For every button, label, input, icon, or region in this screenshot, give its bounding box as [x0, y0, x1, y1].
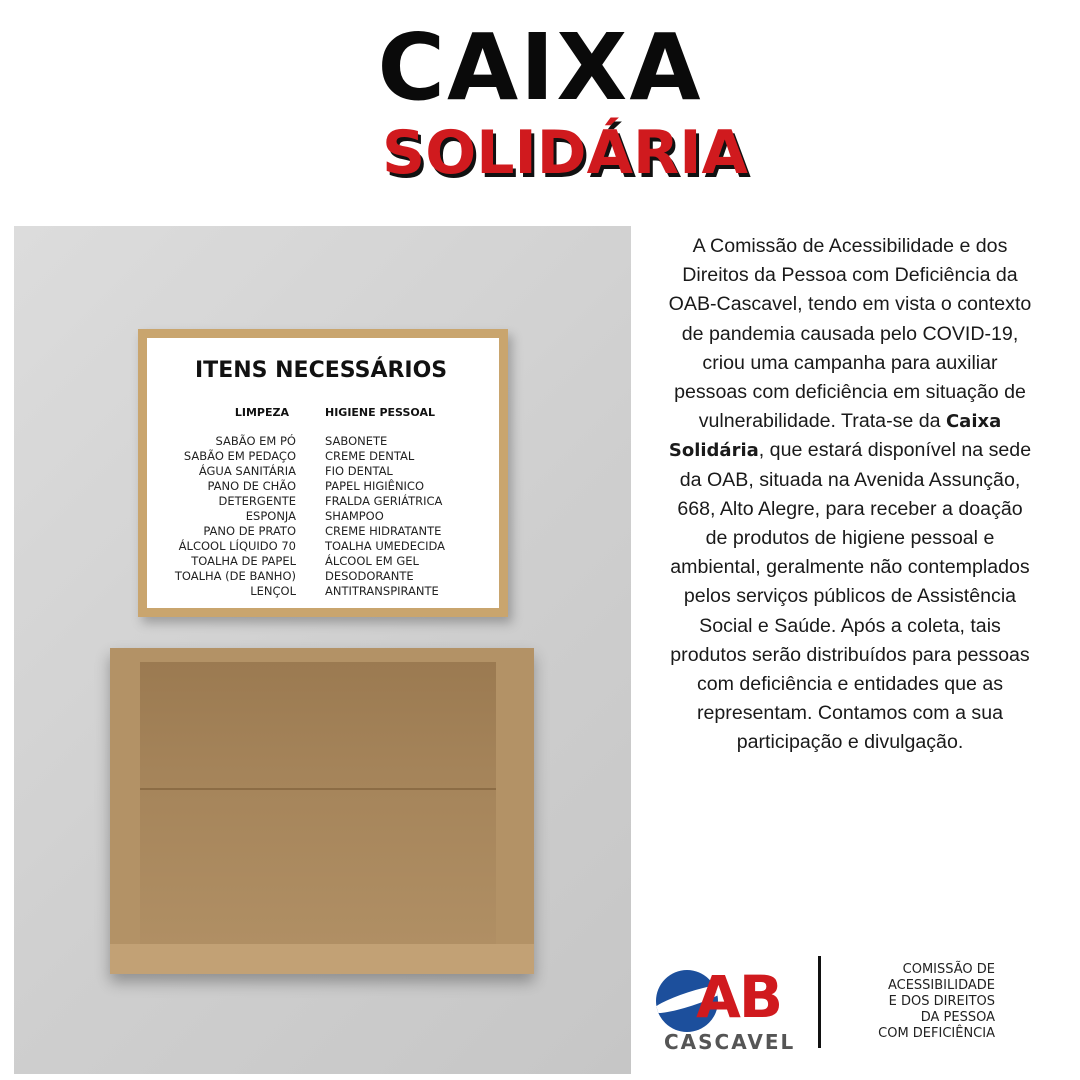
list-item: SABONETE	[325, 434, 388, 448]
items-card	[147, 338, 499, 608]
title-solidaria: SOLIDÁRIA	[382, 118, 748, 188]
list-item: TOALHA DE PAPEL	[191, 554, 296, 568]
list-item: DETERGENTE	[218, 494, 296, 508]
logo-city: CASCAVEL	[664, 1030, 796, 1054]
list-item: TOALHA UMEDECIDA	[325, 539, 445, 553]
list-item: PAPEL HIGIÊNICO	[325, 479, 425, 493]
column-header-limpeza: LIMPEZA	[234, 406, 289, 419]
list-item: LENÇOL	[250, 584, 296, 598]
column-header-higiene: HIGIENE PESSOAL	[325, 406, 435, 419]
list-item: ESPONJA	[245, 509, 296, 523]
list-item: ÁLCOOL LÍQUIDO 70	[178, 539, 296, 553]
open-cardboard-box	[110, 648, 534, 974]
box-front-edge	[110, 944, 534, 974]
commission-line: COM DEFICIÊNCIA	[878, 1026, 995, 1041]
commission-line: COMISSÃO DE	[902, 962, 995, 977]
list-item: CREME HIDRATANTE	[325, 524, 442, 538]
campaign-description	[665, 232, 1035, 758]
box-photo	[14, 226, 631, 1074]
oab-logo	[656, 962, 806, 1052]
box-lid	[138, 329, 508, 617]
list-item: FRALDA GERIÁTRICA	[325, 494, 443, 508]
list-item: ANTITRANSPIRANTE	[325, 584, 439, 598]
list-item: SABÃO EM PEDAÇO	[183, 449, 296, 463]
card-title: ITENS NECESSÁRIOS	[195, 358, 448, 383]
title-caixa: CAIXA	[377, 14, 703, 121]
list-item: SHAMPOO	[325, 509, 384, 523]
list-item: ÁGUA SANITÁRIA	[198, 464, 296, 478]
description-highlight: Caixa Solidária	[668, 411, 1002, 462]
description-part1: A Comissão de Acessibilidade e dos Direitos da Pessoa com Deficiência da OAB-Cascavel, tendo em vista o contexto de pandemia causada pelo COVID-19, criou uma campanha para auxiliar pessoas com deficiência em situação de vulnerabilidade. Trata-se da	[668, 235, 1032, 433]
commission-line: DA PESSOA	[920, 1010, 995, 1025]
description-part2: , que estará disponível na sede da OAB, situada na Avenida Assunção, 668, Alto Alegre, para receber a doação de produtos de higiene pessoal e ambiental, geralmente não contemplados pelos serviços públicos de Assistência Social e Saúde. Após a coleta, tais produtos serão distribuídos para pessoas com deficiência e entidades que as representam. Contamos com a sua participação e divulgação.	[670, 439, 1032, 754]
limpeza-list	[175, 434, 296, 599]
list-item: SABÃO EM PÓ	[215, 434, 296, 448]
list-item: PANO DE CHÃO	[207, 479, 296, 493]
list-item: ÁLCOOL EM GEL	[325, 554, 419, 568]
logo-divider	[818, 956, 821, 1048]
commission-line: E DOS DIREITOS	[888, 994, 995, 1009]
list-item: DESODORANTE	[325, 569, 414, 583]
logo-word: AB	[696, 963, 782, 1031]
list-item: PANO DE PRATO	[203, 524, 296, 538]
box-fold-line	[140, 788, 496, 790]
higiene-list	[325, 434, 445, 599]
list-item: FIO DENTAL	[325, 464, 393, 478]
box-interior	[140, 662, 496, 944]
commission-name	[840, 962, 995, 1042]
commission-line: ACESSIBILIDADE	[887, 978, 995, 993]
list-item: TOALHA (DE BANHO)	[174, 569, 296, 583]
list-item: CREME DENTAL	[325, 449, 415, 463]
